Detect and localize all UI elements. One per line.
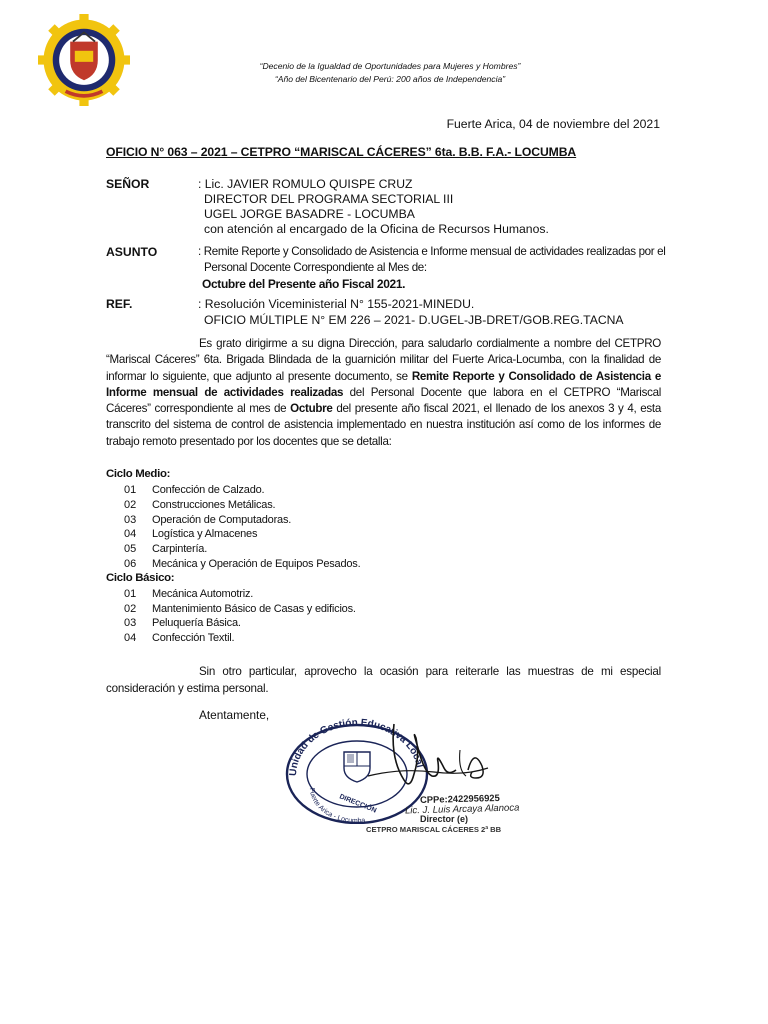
addressee-title: DIRECTOR DEL PROGRAMA SECTORIAL III: [204, 192, 454, 206]
seal-center-text: DIRECCIÓN: [338, 793, 378, 815]
body-text-1: Es grato dirigirme a su digna Dirección, para saludarlo cordialmente a nombre del CETPRO “Mariscal Cáceres” 6ta. Brigada Blindada de la guarnición militar del Fuerte Arica-Locumba, con la finalidad de informar lo siguiente, que adjunto al presente documento, se: [106, 337, 661, 383]
subject-line-1: : Remite Reporte y Consolidado de Asistencia e Informe mensual de actividades realizadas por el: [198, 245, 666, 258]
addressee-office: UGEL JORGE BASADRE - LOCUMBA: [204, 207, 415, 221]
list-item-number: 02: [124, 499, 137, 511]
list-item: Carpintería.: [152, 543, 208, 555]
oficio-title: OFICIO N° 063 – 2021 – CETPRO “MARISCAL CÁCERES” 6ta. B.B. F.A.- LOCUMBA: [106, 145, 577, 159]
list-item: Peluquería Básica.: [152, 617, 241, 629]
seal-ring-text: Unidad de Gestión Educativa Local: [287, 717, 426, 777]
subject-label: ASUNTO: [106, 245, 158, 259]
addressee-attention: con atención al encargado de la Oficina de Recursos Humanos.: [204, 222, 549, 236]
reference-line-2: OFICIO MÚLTIPLE N° EM 226 – 2021- D.UGEL-JB-DRET/GOB.REG.TACNA: [204, 313, 624, 327]
body-bold-2: Octubre: [290, 402, 333, 416]
list-item-number: 02: [124, 603, 137, 615]
addressee-name: : Lic. JAVIER ROMULO QUISPE CRUZ: [198, 177, 413, 191]
subject-month: Octubre del Presente año Fiscal 2021.: [202, 277, 406, 291]
list-item: Mecánica y Operación de Equipos Pesados.: [152, 558, 361, 570]
year-motto: “Año del Bicentenario del Perú: 200 años de Independencia”: [274, 74, 506, 84]
list-item-number: 04: [124, 632, 137, 644]
body-paragraph: [106, 336, 661, 450]
reference-label: REF.: [106, 297, 133, 311]
list-item: Mecánica Automotriz.: [152, 588, 254, 600]
seal-place-text: Fuerte Arica - Locumba: [307, 787, 366, 824]
signature-name: Lic. J. Luis Arcaya Alanoca: [404, 802, 520, 817]
body-text-2: del Personal Docente que labora en el CETPRO “Mariscal Cáceres” correspondiente al mes de: [106, 385, 661, 416]
salutation: Atentamente,: [199, 708, 270, 722]
list-item: Construcciones Metálicas.: [152, 499, 276, 511]
list-item-number: 01: [124, 588, 137, 600]
list-item-number: 01: [124, 484, 137, 496]
list-item: Confección de Calzado.: [152, 484, 265, 496]
ciclo-basico-title: Ciclo Básico:: [106, 572, 175, 584]
list-item-number: 06: [124, 558, 137, 570]
list-item-number: 03: [124, 514, 137, 526]
reference-line-1: : Resolución Viceministerial N° 155-2021-MINEDU.: [198, 297, 475, 311]
list-item: Confección Textil.: [152, 632, 235, 644]
list-item-number: 04: [124, 528, 137, 540]
body-bold-1: Remite Reporte y Consolidado de Asistencia e Informe mensual de actividades realizadas: [106, 369, 661, 399]
ciclo-medio-title: Ciclo Medio:: [106, 468, 171, 480]
closing-text: Sin otro particular, aprovecho la ocasión para reiterarle las muestras de mi especial consideración y estima personal.: [106, 665, 661, 695]
handwritten-signature: [360, 718, 500, 800]
list-item: Logística y Almacenes: [152, 528, 258, 540]
signature-role: Director (e): [420, 814, 469, 824]
list-item-number: 03: [124, 617, 137, 629]
signature-cpp: CPPe:2422956925: [419, 791, 500, 806]
addressee-label: SEÑOR: [106, 177, 150, 191]
list-item: Mantenimiento Básico de Casas y edificios.: [152, 603, 356, 615]
closing-paragraph: [106, 663, 661, 697]
subject-line-2: Personal Docente Correspondiente al Mes de:: [204, 261, 427, 274]
signature-institution: CETPRO MARISCAL CÁCERES 2ª BB: [366, 825, 502, 834]
list-item: Operación de Computadoras.: [152, 514, 292, 526]
institution-logo: [38, 14, 130, 106]
list-item-number: 05: [124, 543, 137, 555]
document-date: Fuerte Arica, 04 de noviembre del 2021: [446, 117, 660, 131]
body-text-3: del presente año fiscal 2021, el llenado de los anexos 3 y 4, esta transcrito del sistema de control de asistencia implementado en nuestra institución así como de los informes de trabajo remoto presentado por los docentes que se detalla:: [106, 402, 661, 448]
decade-motto: “Decenio de la Igualdad de Oportunidades para Mujeres y Hombres”: [259, 61, 521, 71]
